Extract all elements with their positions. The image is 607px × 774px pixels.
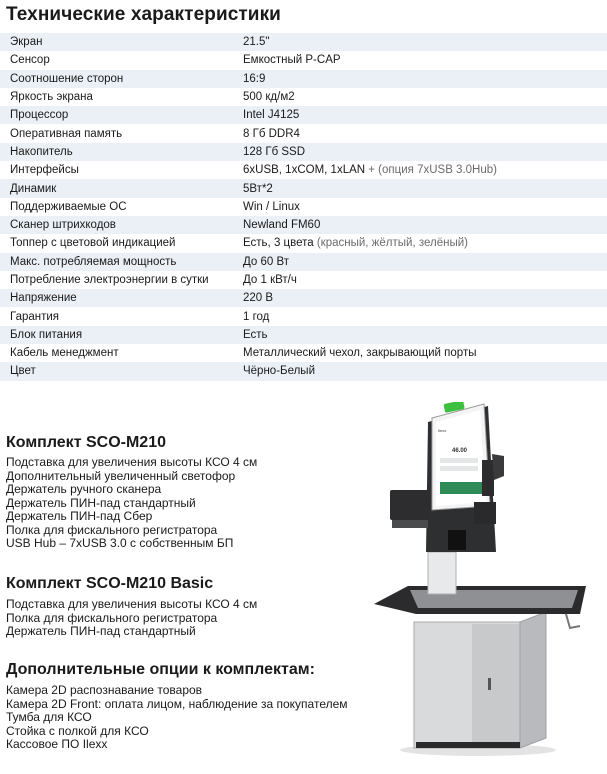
table-row: [0, 326, 607, 344]
spec-value: До 60 Вт: [243, 255, 290, 268]
spec-value: 500 кд/м2: [243, 91, 295, 104]
pin-pad-holder: [474, 502, 496, 524]
fiscal-printer: [390, 490, 430, 520]
spec-value: Емкостный P-CAP: [243, 54, 341, 67]
spec-table-body: [0, 33, 607, 381]
list-item: Держатель ПИН-пад стандартный: [6, 624, 196, 638]
options-list: [6, 684, 348, 752]
barcode-scanner: [448, 530, 466, 550]
spec-value: Win / Linux: [243, 200, 300, 213]
spec-value: 220 В: [243, 292, 274, 305]
spec-value: 1 год: [243, 310, 270, 323]
spec-value-cell: [240, 326, 607, 344]
kit-sco-m210-title: Комплект SCO-M210: [6, 434, 166, 451]
spec-value-cell: [240, 88, 607, 106]
spec-value: Newland FM60: [243, 219, 321, 232]
scanner-holder: [482, 460, 494, 496]
spec-name: Процессор: [0, 106, 240, 124]
list-item: Стойка с полкой для КСО: [6, 723, 149, 738]
spec-value-cell: [240, 216, 607, 234]
spec-note: (красный, жёлтый, зелёный): [313, 237, 468, 250]
spec-value: Есть, 3 цвета: [243, 237, 314, 250]
spec-name: Макс. потребляемая мощность: [0, 253, 240, 271]
spec-name: Динамик: [0, 179, 240, 197]
spec-name: Оперативная память: [10, 127, 123, 140]
kit-sco-m210-basic-list: [6, 598, 257, 639]
spec-name: Соотношение сторон: [0, 70, 240, 88]
spec-name: Интерфейсы: [10, 164, 79, 177]
list-item: Полка для фискального регистратора: [6, 610, 218, 625]
table-row: [0, 33, 607, 51]
screen-line: [440, 466, 478, 471]
table-row: [0, 106, 607, 124]
spec-value-cell: [240, 143, 607, 161]
spec-value-cell: [240, 198, 607, 216]
hand-scanner: [492, 454, 504, 480]
spec-name: Накопитель: [0, 143, 240, 161]
table-row: [0, 179, 607, 197]
page-title: Технические характеристики: [6, 4, 281, 25]
table-row: [0, 289, 607, 307]
spec-value-cell: [240, 362, 607, 380]
spec-name: Топпер с цветовой индикацией: [10, 237, 176, 250]
cabinet-plinth: [416, 742, 520, 748]
spec-name: Цвет: [0, 362, 240, 380]
spec-name: Сенсор: [10, 54, 50, 67]
spec-value-cell: [240, 234, 607, 252]
spec-value-cell: [240, 33, 607, 51]
table-row: [0, 362, 607, 380]
list-item: Полка для фискального регистратора: [6, 522, 218, 537]
cabinet-lock: [488, 678, 491, 690]
screen-price: 46.00: [452, 448, 468, 454]
spec-value: 5Вт*2: [243, 182, 273, 195]
spec-value: Есть: [243, 328, 268, 341]
list-item: Держатель ручного сканера: [6, 482, 162, 496]
kit-sco-m210-list: [6, 456, 257, 551]
spec-value: 6xUSB, 1xCOM, 1xLAN: [243, 164, 366, 177]
spec-value-cell: [240, 289, 607, 307]
screen-line: [440, 458, 478, 463]
table-row: [0, 161, 607, 179]
spec-name: Поддерживаемые ОС: [10, 200, 127, 213]
spec-name: Потребление электроэнергии в сутки: [10, 274, 209, 286]
spec-value: 128 Гб SSD: [243, 145, 306, 158]
spec-value: 21.5": [243, 36, 270, 49]
spec-value: Металлический чехол, закрывающий порты: [243, 347, 477, 360]
screen-logo: Ilexx: [438, 428, 447, 433]
list-item: Кассовое ПО Ilexx: [6, 737, 108, 751]
spec-value-cell: [240, 106, 607, 124]
bag-hook: [566, 614, 580, 628]
table-row: [0, 70, 607, 88]
list-item: Камера 2D распознавание товаров: [6, 683, 203, 697]
spec-name: Яркость экрана: [10, 91, 93, 104]
spec-value: 8 Гб DDR4: [243, 127, 300, 140]
list-item: Держатель ПИН-пад Сбер: [6, 509, 153, 523]
table-row: [0, 234, 607, 252]
spec-value: До 1 кВт/ч: [243, 274, 297, 286]
spec-name: Кабель менеджмент: [10, 347, 119, 360]
table-row: [0, 88, 607, 106]
kit-sco-m210-basic-title: Комплект SCO-M210 Basic: [6, 575, 214, 592]
spec-value: Intel J4125: [243, 109, 300, 122]
table-row: [0, 253, 607, 271]
spec-note: + (опция 7xUSB 3.0Hub): [365, 164, 497, 177]
spec-value-cell: [240, 179, 607, 197]
table-row: [0, 143, 607, 161]
spec-value-cell: [240, 161, 607, 179]
spec-value: Чёрно-Белый: [243, 365, 315, 378]
list-item: Камера 2D Front: оплата лицом, наблюдение за покупателем: [6, 696, 348, 711]
spec-name: Блок питания: [0, 326, 240, 344]
list-item: Держатель ПИН-пад стандартный: [6, 495, 196, 510]
spec-name: Напряжение: [0, 289, 240, 307]
kiosk-image: [370, 402, 590, 762]
spec-value: 16:9: [243, 72, 266, 85]
options-title: Дополнительные опции к комплектам:: [6, 661, 315, 678]
spec-name: Сканер штрихкодов: [0, 216, 240, 234]
spec-table: [0, 33, 607, 381]
list-item: Подставка для увеличения высоты КСО 4 см: [6, 455, 258, 469]
table-row: [0, 124, 607, 142]
table-row: [0, 307, 607, 325]
spec-name: Экран: [0, 33, 240, 51]
spec-value-cell: [240, 271, 607, 289]
spec-value-cell: [240, 124, 607, 142]
list-item: Подставка для увеличения высоты КСО 4 см: [6, 597, 258, 611]
table-row: [0, 271, 607, 289]
kiosk-column: [428, 552, 456, 594]
table-row: [0, 216, 607, 234]
spec-value-cell: [240, 70, 607, 88]
spec-value-cell: [240, 51, 607, 69]
table-row: [0, 198, 607, 216]
table-row: [0, 344, 607, 362]
list-item: Дополнительный увеличенный светофор: [6, 468, 236, 483]
cabinet-door: [472, 624, 520, 748]
spec-value-cell: [240, 307, 607, 325]
spec-value-cell: [240, 253, 607, 271]
spec-value-cell: [240, 344, 607, 362]
cabinet-side: [520, 612, 546, 748]
printer-shelf: [392, 520, 428, 528]
spec-name: Гарантия: [10, 310, 60, 323]
screen-pay-button: [440, 482, 482, 494]
list-item: Тумба для КСО: [6, 710, 92, 724]
table-row: [0, 51, 607, 69]
list-item: USB Hub – 7xUSB 3.0 с собственным БП: [6, 536, 234, 550]
